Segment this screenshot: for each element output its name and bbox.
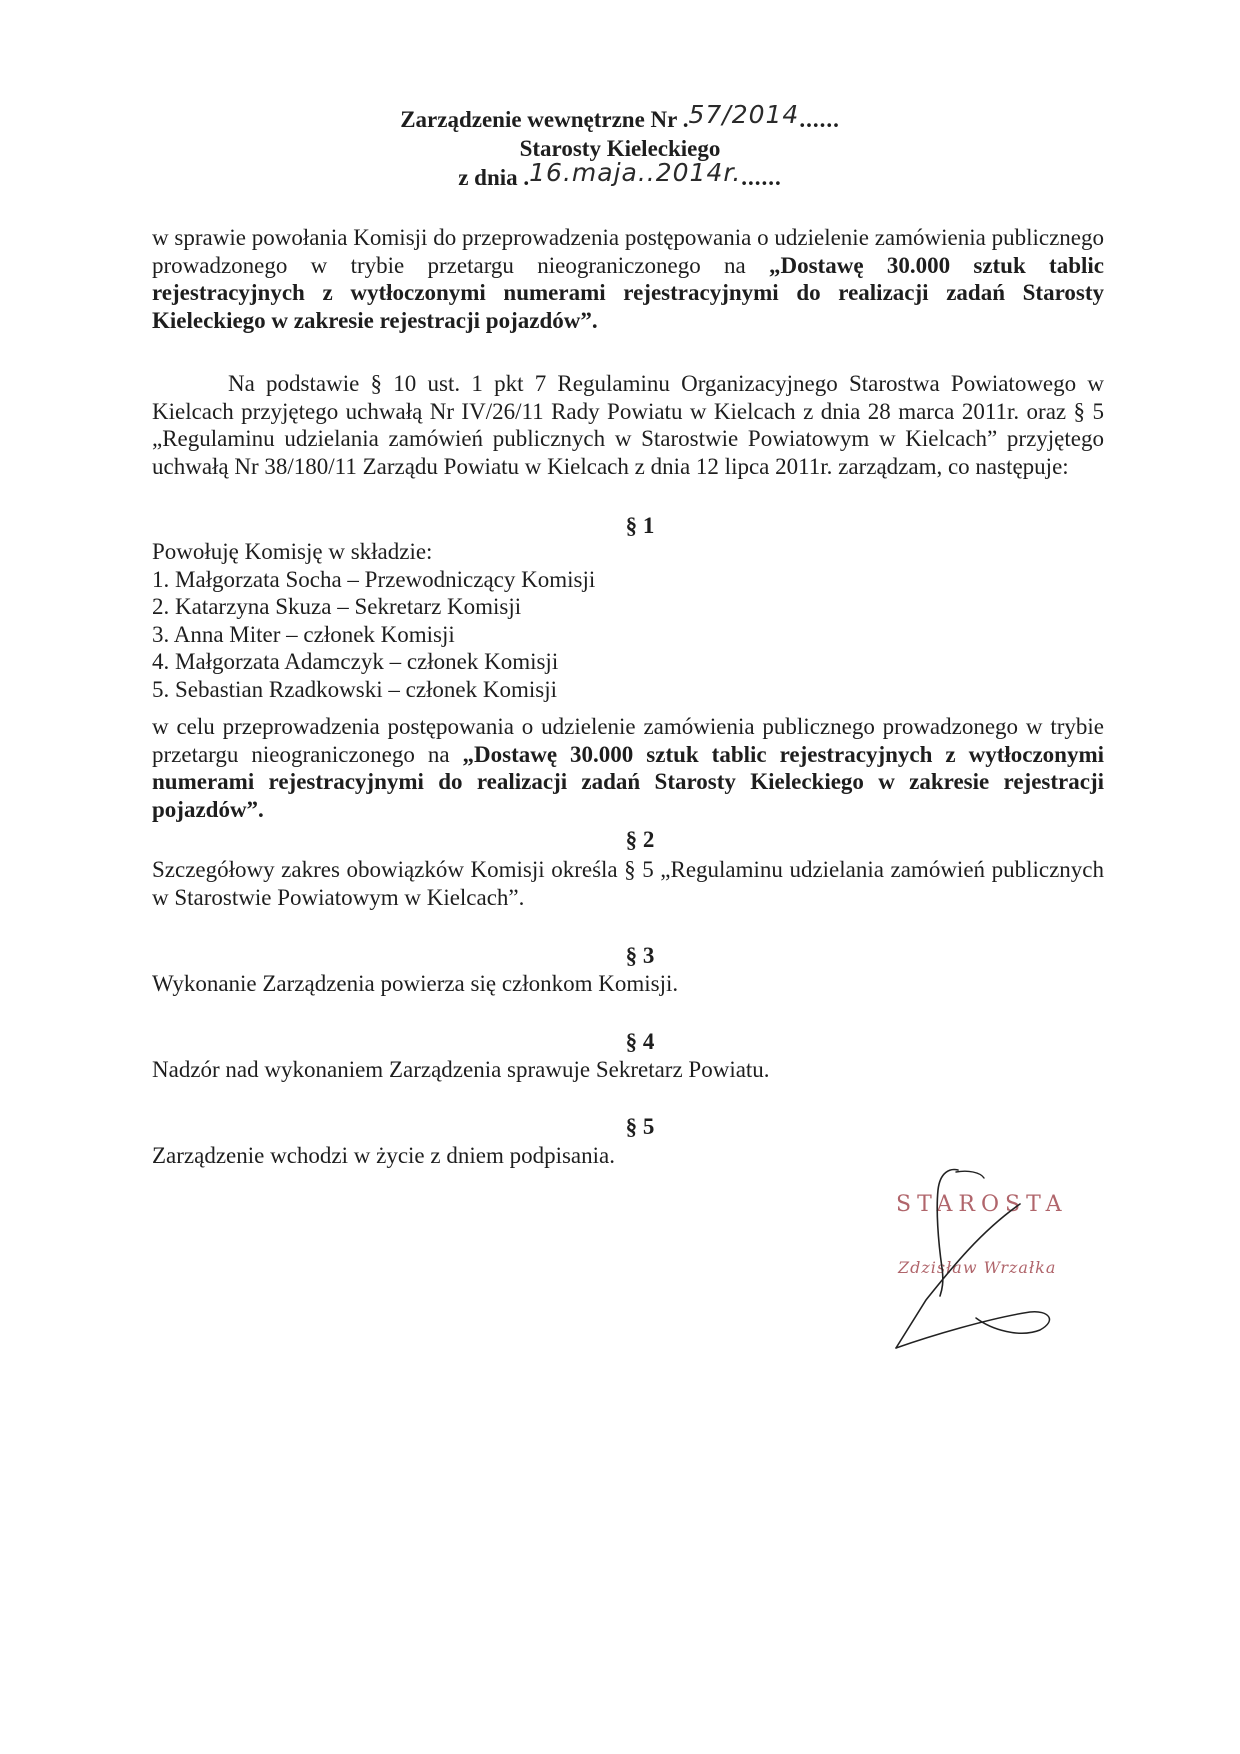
title-dots: ...... [799,107,840,132]
date-dots: ...... [741,165,782,190]
section-3-text: Wykonanie Zarządzenia powierza się członkom Komisji. [152,971,679,996]
section-3-heading: § 3 [625,943,655,968]
section-5-heading: § 5 [625,1114,655,1139]
section-2-heading: § 2 [625,827,655,852]
date-line [0,158,1240,193]
member-item: 4. Małgorzata Adamczyk – członek Komisji [152,649,559,674]
section-4-text: Nadzór nad wykonaniem Zarządzenia sprawuje Sekretarz Powiatu. [152,1057,770,1082]
section-2-text: Szczegółowy zakres obowiązków Komisji określa § 5 „Regulaminu udzielania zamówień publicznych w Starostwie Powiatowym w Kielcach”. [152,857,1104,910]
stamp-title: STAROSTA [896,1192,1068,1217]
handwritten-date: 16.maja..2014r. [529,158,742,187]
subject-text: w sprawie powołania Komisji do przeprowadzenia postępowania o udzielenie zamówienia publicznego prowadzonego w trybie przetargu nieograniczonego na [152,225,1104,278]
document-title [0,100,1240,135]
purpose-bold-text: „Dostawę 30.000 sztuk tablic rejestracyjnych z wytłoczonymi numerami rejestracyjnymi do realizacji zadań Starosty Kieleckiego w zakresie rejestracji pojazdów”. [152,741,1105,822]
section-4-heading: § 4 [625,1029,655,1054]
member-item: 1. Małgorzata Socha – Przewodniczący Komisji [152,566,596,592]
legal-basis-paragraph: Na podstawie § 10 ust. 1 pkt 7 Regulaminu Organizacyjnego Starostwa Powiatowego w Kielcach przyjętego uchwałą Nr IV/26/11 Rady Powiatu w Kielcach z dnia 28 marca 2011r. oraz § 5 „Regulaminu udzielania zamówień publicznych w Starostwie Powiatowym w Kielcach” przyjętego uchwałą Nr 38/180/11 Zarządu Powiatu w Kielcach z dnia 12 lipca 2011r. zarządzam, co następuje: [152,371,1104,479]
issuer-line: Starosty Kieleckiego [519,136,721,161]
section-5-text: Zarządzenie wchodzi w życie z dniem podpisania. [152,1143,615,1168]
official-stamp [880,1150,1120,1350]
purpose-text: w celu przeprowadzenia postępowania o udzielenie zamówienia publicznego prowadzonego w trybie przetargu nieograniczonego na [152,714,1104,767]
handwritten-signature [880,1150,1120,1350]
committee-intro: Powołuję Komisję w składzie: [152,539,433,564]
date-prefix: z dnia . [458,165,530,190]
title-prefix: Zarządzenie wewnętrzne Nr . [400,107,689,132]
subject-bold-text: „Dostawę 30.000 sztuk tablic rejestracyjnych z wytłoczonymi numerami rejestracyjnymi do realizacji zadań Starosty Kieleckiego w zakresie rejestracji pojazdów”. [152,252,1104,333]
section-1-purpose [152,713,1104,823]
section-1-heading: § 1 [625,513,655,538]
member-item: 3. Anna Miter – członek Komisji [152,621,455,647]
stamp-name: Zdzisław Wrzałka [898,1258,1057,1277]
section-1-body [152,538,1104,703]
subject-paragraph [152,224,1104,334]
handwritten-number: 57/2014 [688,100,800,129]
member-item: 5. Sebastian Rzadkowski – członek Komisji [152,676,557,702]
member-item: 2. Katarzyna Skuza – Sekretarz Komisji [152,594,522,619]
